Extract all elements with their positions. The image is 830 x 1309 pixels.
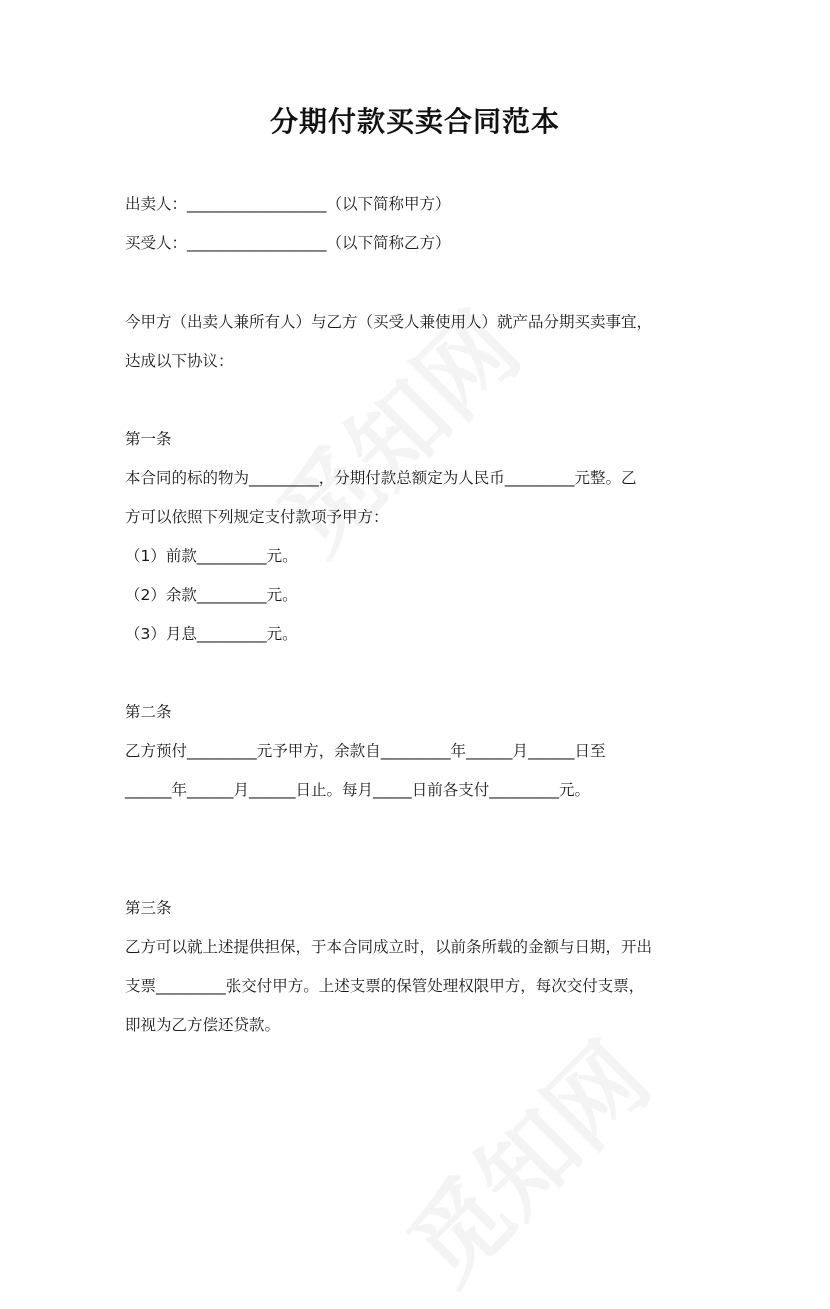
article-3-line: 支票_________张交付甲方。上述支票的保管处理权限甲方，每次交付支票， [125,977,645,995]
article-3-line: 乙方可以就上述提供担保，于本合同成立时，以前条所载的金额与日期，开出 [125,938,653,956]
article-2-line: 乙方预付_________元予甲方，余款自_________年______月______日至 [125,742,606,760]
article-2-line: ______年______月______日止。每月_____日前各支付_________元。 [125,781,591,799]
watermark [374,1008,675,1309]
article-1-item: （2）余款_________元。 [125,586,298,604]
article-1-item: （1）前款_________元。 [125,547,298,565]
preamble-line: 今甲方（出卖人兼所有人）与乙方（买受人兼使用人）就产品分期买卖事宜， [125,313,653,331]
article-1-item: （3）月息_________元。 [125,625,298,643]
party-buyer-line: 买受人：__________________（以下简称乙方） [125,234,451,252]
page-title: 分期付款买卖合同范本 [269,105,560,138]
article-1-line: 方可以依照下列规定支付款项予甲方： [125,508,389,526]
article-2-heading: 第二条 [125,703,172,721]
article-1-heading: 第一条 [125,430,172,448]
preamble-line: 达成以下协议： [125,352,234,370]
party-seller-line: 出卖人：__________________（以下简称甲方） [125,195,451,213]
article-3-heading: 第三条 [125,899,172,917]
article-1-line: 本合同的标的物为_________，分期付款总额定为人民币_________元整。乙 [125,469,637,487]
article-3-line: 即视为乙方偿还贷款。 [125,1016,281,1034]
